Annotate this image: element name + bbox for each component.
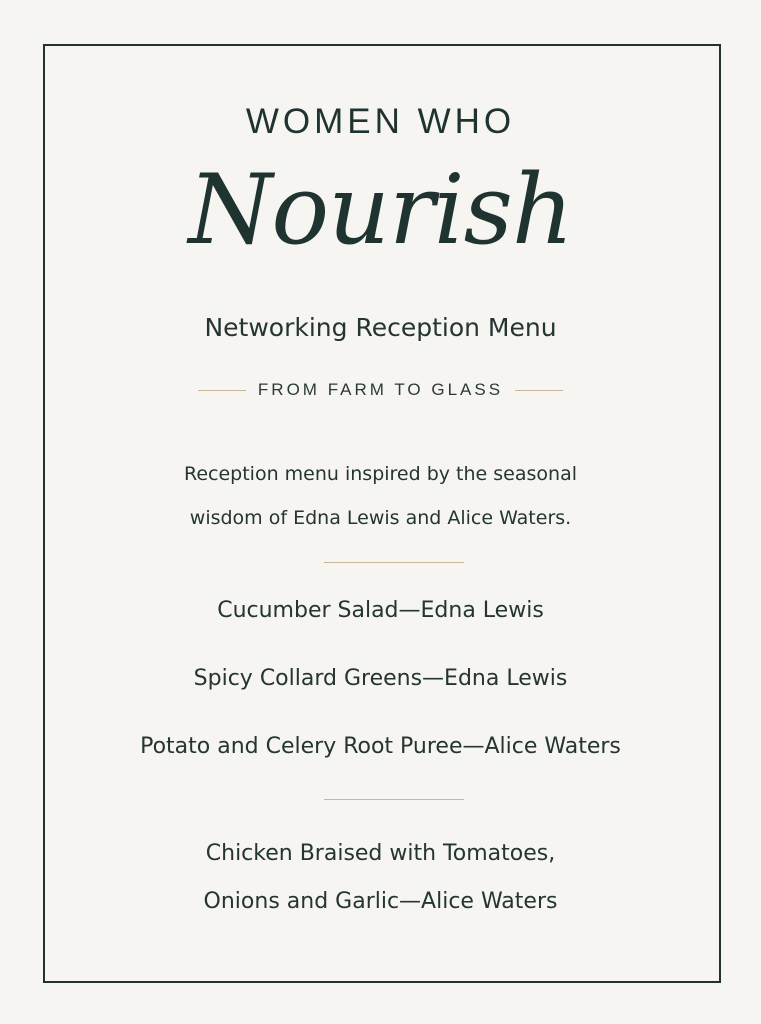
eyebrow-title: WOMEN WHO bbox=[245, 102, 516, 141]
menu-item-chicken-line-2: Onions and Garlic—Alice Waters bbox=[203, 889, 558, 914]
script-title: Nourish bbox=[188, 154, 573, 266]
intro-line-1: Reception menu inspired by the seasonal bbox=[183, 463, 578, 485]
intro-line-2: wisdom of Edna Lewis and Alice Waters. bbox=[189, 507, 572, 529]
intro-text bbox=[0, 452, 761, 540]
tagline-rule-left bbox=[198, 390, 246, 391]
section-divider-2 bbox=[324, 799, 464, 800]
menu-item-collard-greens: Spicy Collard Greens—Edna Lewis bbox=[193, 666, 568, 691]
tagline: FROM FARM TO GLASS bbox=[257, 380, 504, 399]
menu-subtitle: Networking Reception Menu bbox=[204, 313, 557, 342]
menu-item-chicken-braised bbox=[0, 830, 761, 926]
menu-item-potato-celery-puree: Potato and Celery Root Puree—Alice Waters bbox=[140, 734, 621, 759]
tagline-row bbox=[0, 380, 761, 400]
tagline-rule-right bbox=[515, 390, 563, 391]
section-divider-1 bbox=[324, 562, 464, 563]
menu-item-cucumber-salad: Cucumber Salad—Edna Lewis bbox=[217, 598, 544, 623]
menu-item-chicken-line-1: Chicken Braised with Tomatoes, bbox=[205, 841, 556, 866]
